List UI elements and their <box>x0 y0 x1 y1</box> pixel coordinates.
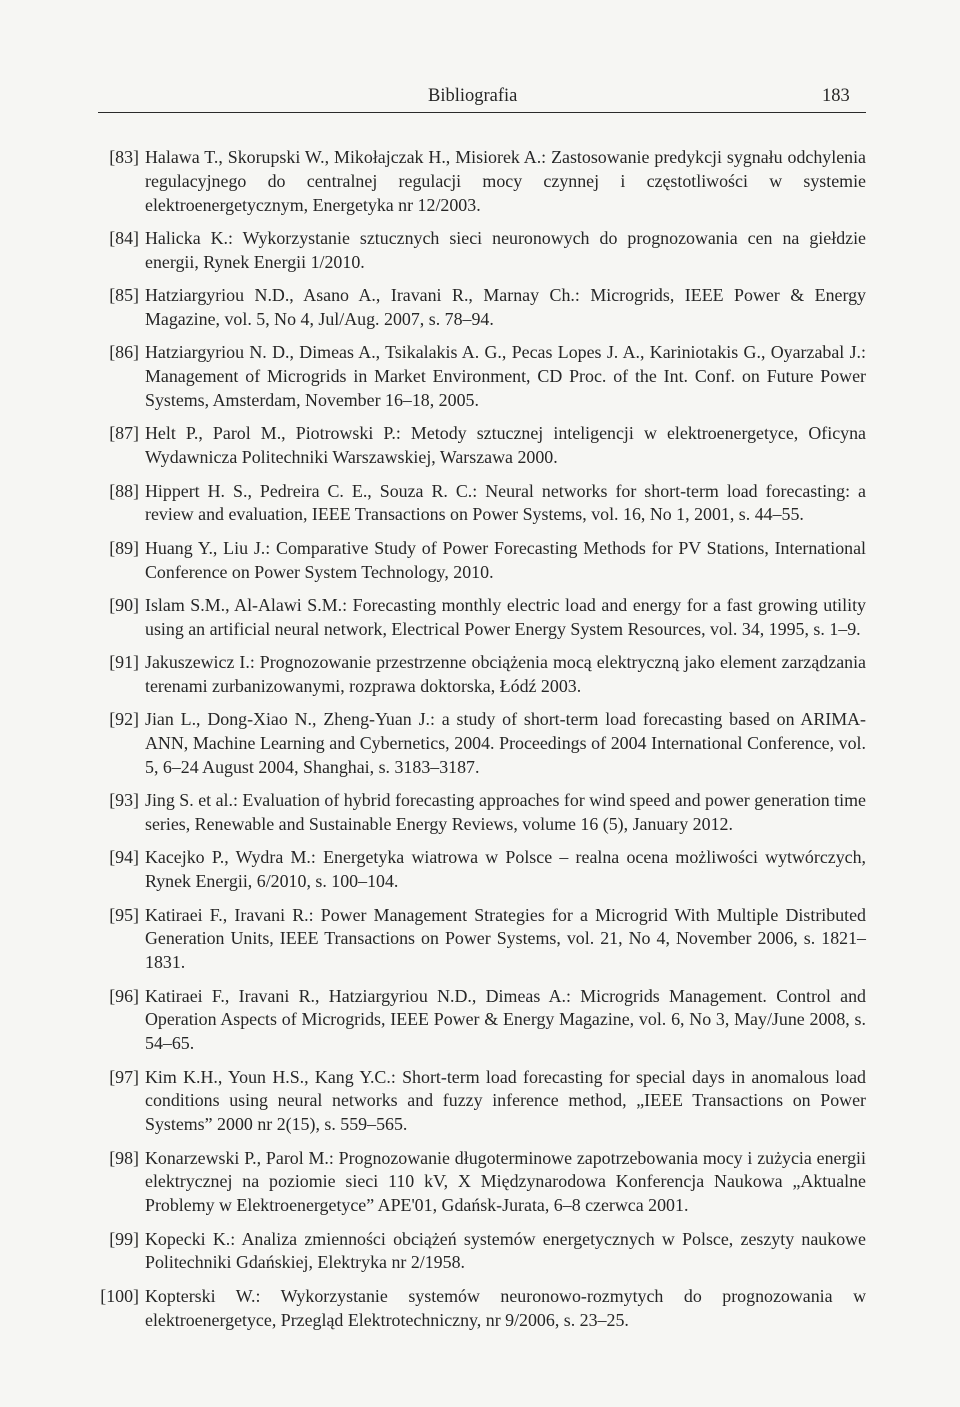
bibliography-entry <box>94 284 866 332</box>
entry-text: Jing S. et al.: Evaluation of hybrid forecasting approaches for wind speed and power generation time series, Renewable and Sustainable Energy Reviews, volume 16 (5), January 2012. <box>145 790 866 835</box>
entry-text: Konarzewski P., Parol M.: Prognozowanie długoterminowe zapotrzebowania mocy i zużycia energii elektrycznej na poziomie sieci 110 kV, X Międzynarodowa Konferencja Naukowa „Aktualne Problemy w Elektroenergetyce” APE'01, Gdańsk-Jurata, 6–8 czerwca 2001. <box>145 1147 866 1216</box>
entry-text: Halawa T., Skorupski W., Mikołajczak H., Misiorek A.: Zastosowanie predykcji sygnału odchylenia regulacyjnego do centralnej regulacji mocy czynnej i częstotliwości w systemie elektroenergetycznym, Energetyka nr 12/2003. <box>145 147 866 215</box>
entry-text: Helt P., Parol M., Piotrowski P.: Metody sztucznej inteligencji w elektroenergetyce, Oficyna Wydawnicza Politechniki Warszawskiej, Warszawa 2000. <box>145 423 866 468</box>
bibliography-entry <box>94 1228 866 1276</box>
bibliography-entry <box>94 594 866 642</box>
bibliography-entry <box>94 985 866 1056</box>
entry-text: Katiraei F., Iravani R., Hatziargyriou N.D., Dimeas A.: Microgrids Management. Control and Operation Aspects of Microgrids, IEEE Power & Energy Magazine, vol. 6, No 3, May/June 2008, s. 54–65. <box>145 985 866 1054</box>
bibliography-entry <box>94 651 866 699</box>
bibliography-entry <box>94 708 866 779</box>
entry-text: Hatziargyriou N.D., Asano A., Iravani R., Marnay Ch.: Microgrids, IEEE Power & Energy Magazine, vol. 5, No 4, Jul/Aug. 2007, s. 78–94. <box>145 285 866 329</box>
bibliography-entry <box>94 789 866 837</box>
entry-number: [86] <box>109 342 139 363</box>
entry-text: Kim K.H., Youn H.S., Kang Y.C.: Short-term load forecasting for special days in anomalous load conditions using neural networks and fuzzy inference method, „IEEE Transactions on Power Systems” 2000 nr 2(15), s. 559–565. <box>145 1066 866 1135</box>
bibliography-entry <box>94 422 866 470</box>
entry-number: [93] <box>109 790 139 811</box>
entry-number: [97] <box>109 1066 139 1087</box>
entry-number: [96] <box>109 985 139 1006</box>
entry-number: [99] <box>109 1228 139 1249</box>
bibliography-entry <box>94 904 866 975</box>
entry-text: Huang Y., Liu J.: Comparative Study of Power Forecasting Methods for PV Stations, International Conference on Power System Technology, 2010. <box>145 537 866 582</box>
bibliography-entry <box>94 480 866 528</box>
entry-text: Jian L., Dong-Xiao N., Zheng-Yuan J.: a study of short-term load forecasting based on ARIMA-ANN, Machine Learning and Cybernetics, 2004. Proceedings of 2004 International Conference, vol. 5, 6–24 August 2004, Shanghai, s. 3183–3187. <box>145 709 866 777</box>
bibliography-entry <box>94 1147 866 1218</box>
entry-number: [95] <box>109 904 139 925</box>
header-rule <box>98 112 866 113</box>
entry-text: Kacejko P., Wydra M.: Energetyka wiatrowa w Polsce – realna ocena możliwości wytwórczych, Rynek Energii, 6/2010, s. 100–104. <box>145 847 866 892</box>
entry-number: [89] <box>109 537 139 558</box>
entry-number: [83] <box>109 147 139 167</box>
entry-number: [88] <box>109 480 139 501</box>
entry-text: Kopterski W.: Wykorzystanie systemów neuronowo-rozmytych do prognozowania w elektroenergetyce, Przegląd Elektrotechniczny, nr 9/2006, s. 23–25. <box>145 1285 866 1330</box>
entry-number: [92] <box>109 709 139 730</box>
bibliography-list <box>94 146 866 1342</box>
bibliography-entry <box>94 146 866 217</box>
entry-text: Katiraei F., Iravani R.: Power Management Strategies for a Microgrid With Multiple Distributed Generation Units, IEEE Transactions on Power Systems, vol. 21, No 4, November 2006, s. 1821–1831. <box>145 904 866 973</box>
entry-number: [98] <box>109 1147 139 1168</box>
bibliography-entry <box>94 341 866 412</box>
entry-text: Hippert H. S., Pedreira C. E., Souza R. C.: Neural networks for short-term load forecasting: a review and evaluation, IEEE Transactions on Power Systems, vol. 16, No 1, 2001, s. 44–55. <box>145 480 866 525</box>
bibliography-entry <box>94 537 866 585</box>
running-header <box>0 82 960 112</box>
page-number: 183 <box>822 86 850 106</box>
entry-number: [94] <box>109 847 139 868</box>
bibliography-entry <box>94 1066 866 1137</box>
entry-text: Islam S.M., Al-Alawi S.M.: Forecasting monthly electric load and energy for a fast growing utility using an artificial neural network, Electrical Power Energy System Resources, vol. 34, 1995, s. 1–9. <box>145 594 866 639</box>
entry-number: [85] <box>109 285 139 306</box>
bibliography-entry <box>94 227 866 275</box>
running-header-title: Bibliografia <box>428 86 518 106</box>
entry-number: [91] <box>109 652 139 673</box>
entry-text: Kopecki K.: Analiza zmienności obciążeń systemów energetycznych w Polsce, zeszyty naukowe Politechniki Gdańskiej, Elektryka nr 2/1958. <box>145 1228 866 1273</box>
entry-number: [90] <box>109 594 139 615</box>
entry-text: Hatziargyriou N. D., Dimeas A., Tsikalakis A. G., Pecas Lopes J. A., Kariniotakis G., Oyarzabal J.: Management of Microgrids in Market Environment, CD Proc. of the Int. Conf. on Future Power Systems, Amsterdam, November 16–18, 2005. <box>145 342 866 410</box>
entry-text: Halicka K.: Wykorzystanie sztucznych sieci neuronowych do prognozowania cen na giełdzie energii, Rynek Energii 1/2010. <box>145 227 866 272</box>
entry-number: [87] <box>109 423 139 444</box>
bibliography-entry <box>94 1285 866 1333</box>
bibliography-entry <box>94 846 866 894</box>
entry-text: Jakuszewicz I.: Prognozowanie przestrzenne obciążenia mocą elektryczną jako element zarządzania terenami zurbanizowanymi, rozprawa doktorska, Łódź 2003. <box>145 652 866 696</box>
entry-number: [84] <box>109 227 139 248</box>
entry-number: [100] <box>100 1285 139 1306</box>
